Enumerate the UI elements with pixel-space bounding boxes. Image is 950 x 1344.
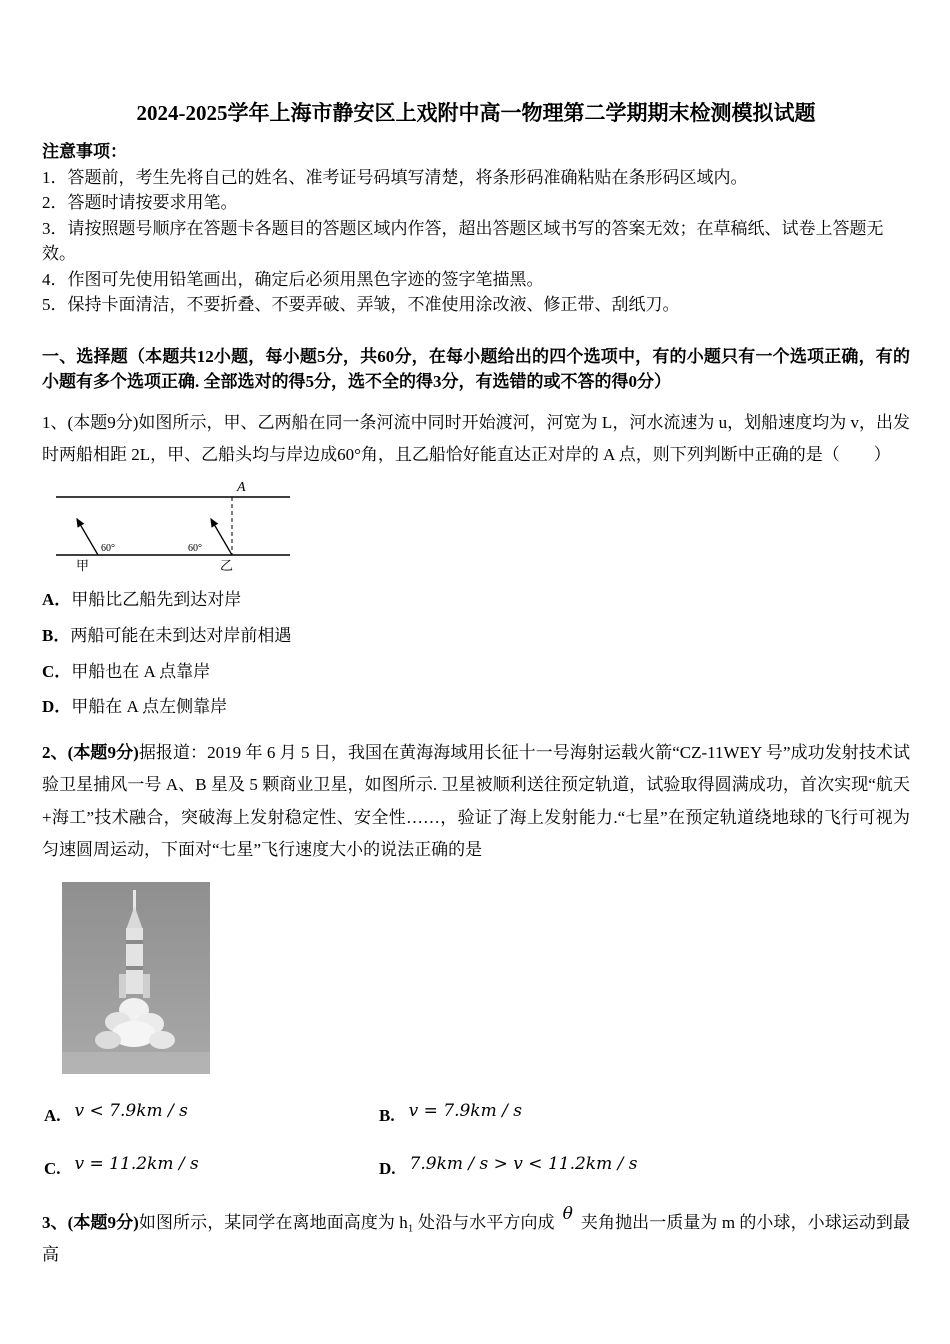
q2-option-a [44,1102,379,1130]
q1-option-d-text: 甲船在 A 点左侧靠岸 [71,697,228,717]
notice-section [42,139,910,318]
boat1-label: 甲 [76,558,90,574]
angle-label-1: 60° [101,543,115,555]
rocket-launch-photo-icon [62,882,210,1074]
question-2-points: (本题9分) [67,743,139,763]
q2-option-d-formula: 7.9km / s > v < 11.2km / s [409,1153,638,1174]
question-2-number: 2、 [42,743,68,763]
question-3 [42,1203,910,1272]
rocket-stripe-2 [126,966,143,970]
notice-item-5: 5．保持卡面清洁，不要折叠、不要弄破、弄皱，不准使用涂改液、修正带、刮纸刀。 [42,295,680,315]
smoke-cloud [95,1031,121,1049]
question-1-text: 如图所示，甲、乙两船在同一条河流中同时开始渡河，河宽为 L，河水流速为 u，划船速度均为 v，出发时两船相距 2L，甲、乙船头均与岸边成60°角，且乙船恰好能直达正对岸的 A 点，则下列判断中正确的是（ ） [42,412,911,465]
theta-symbol: θ [562,1203,573,1224]
q1-option-d [42,689,910,725]
boat2-velocity-arrow [211,519,232,555]
q1-option-c [42,654,910,690]
notice-item-4: 4．作图可先使用铅笔画出，确定后必须用黑色字迹的签字笔描黑。 [42,269,544,289]
rocket-stripe-1 [126,940,143,944]
q2-option-c-label: C. [44,1158,61,1178]
q1-option-c-label: C． [42,661,72,681]
question-2-stem [42,737,910,866]
question-1-stem [42,407,910,472]
q1-option-a-label: A． [42,590,72,610]
q1-option-c-text: 甲船也在 A 点靠岸 [71,661,211,681]
notice-item-1: 1．答题前，考生先将自己的姓名、准考证号码填写清楚，将条形码准确粘贴在条形码区域内。 [42,167,748,187]
question-3-text-before: 如图所示，某同学在离地面高度为 h₁ 处沿与水平方向成 [138,1212,555,1232]
q2-option-a-label: A. [44,1106,61,1126]
question-3-stem [42,1203,910,1272]
notice-heading: 注意事项： [42,142,127,162]
question-3-number: 3、 [42,1212,68,1232]
question-1-points: (本题9分) [67,412,139,432]
right-booster [143,974,150,998]
q2-option-c [44,1155,379,1183]
section-1-heading: 一、选择题（本题共12小题，每小题5分，共60分，在每小题给出的四个选项中，有的小题只有一个选项正确，有的小题有多个选项正确. 全部选对的得5分，选不全的得3分，有选错的或不答的得0分） [42,346,910,392]
question-3-points: (本题9分) [67,1212,139,1232]
boat2-label: 乙 [220,558,234,574]
question-2-text: 据报道：2019 年 6 月 5 日，我国在黄海海域用长征十一号海射运载火箭“CZ-11WEY 号”成功发射技术试验卫星捕风一号 A、B 星及 5 颗商业卫星，如图所示. 卫星被顺利送往预定轨道，试验取得圆满成功，首次实现“航天+海工”技术融合，突破海上发射稳定性、安全性……，验证了海上发射能力.“七星”在预定轨道绕地球的飞行可视为匀速圆周运动，下面对“七星”飞行速度大小的说法正确的是 [42,743,911,860]
q1-option-b-text: 两船可能在未到达对岸前相遇 [70,626,292,646]
question-3-text-after: 夹角抛出一质量为 m 的小球，小球运动到最高 [42,1212,910,1264]
q1-option-b-label: B． [42,626,71,646]
rocket-body [126,928,143,994]
question-2 [42,737,910,1183]
q1-options [42,582,910,725]
question-1-number: 1、 [42,412,68,432]
q1-figure [50,477,910,578]
q2-option-d [379,1155,910,1183]
q1-option-a [42,582,910,618]
q2-option-b-label: B. [379,1106,395,1126]
q2-option-a-formula: v < 7.9km / s [74,1101,188,1122]
notice-item-3: 3．请按照题号顺序在答题卡各题目的答题区域内作答，超出答题区域书写的答案无效；在草稿纸、试卷上答题无效。 [42,218,884,264]
notice-item-2: 2．答题时请按要求用笔。 [42,193,238,213]
q2-options [44,1102,910,1182]
q2-option-c-formula: v = 11.2km / s [74,1153,199,1174]
q2-option-d-label: D. [379,1158,396,1178]
angle-label-2: 60° [188,543,202,555]
q1-option-d-label: D． [42,697,72,717]
page-title: 2024-2025学年上海市静安区上戏附中高一物理第二学期期末检测模拟试题 [136,101,816,125]
question-1 [42,407,910,725]
ground-haze [62,1052,210,1074]
river-crossing-diagram-icon [50,477,302,573]
q2-option-b [379,1102,910,1130]
left-booster [119,974,126,998]
q1-option-a-text: 甲船比乙船先到达对岸 [71,590,242,610]
point-a-label: A [237,480,246,496]
boat1-velocity-arrow [77,519,98,555]
smoke-cloud [149,1031,175,1049]
q2-option-b-formula: v = 7.9km / s [408,1101,522,1122]
q1-option-b [42,618,910,654]
q2-figure [62,882,910,1074]
